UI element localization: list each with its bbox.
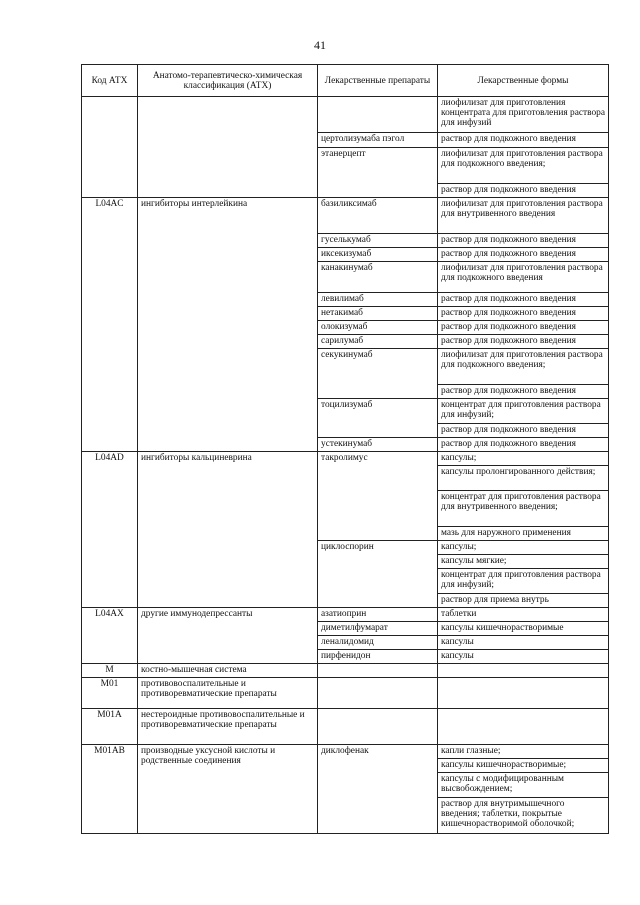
drug-name-cell — [318, 541, 438, 608]
drug-name-cell — [318, 293, 438, 307]
dosage-form-cell-text: капсулы — [441, 637, 474, 647]
table-row — [82, 678, 609, 709]
dosage-form-cell — [438, 527, 609, 541]
drug-name-cell-text: сарилумаб — [321, 336, 364, 346]
dosage-form-cell-text: раствор для подкожного введения — [441, 134, 576, 144]
atc-classification-cell — [138, 664, 318, 678]
atc-classification-cell-text: нестероидные противовоспалительные и противоревматические препараты — [141, 710, 305, 730]
drug-name-cell-text: базиликсимаб — [321, 199, 377, 209]
atc-code-cell — [82, 745, 138, 834]
dosage-form-cell — [438, 307, 609, 321]
table-row — [82, 452, 609, 466]
dosage-form-cell-text: капсулы — [441, 651, 474, 661]
page-number: 41 — [314, 38, 326, 52]
drug-name-cell — [318, 97, 438, 133]
dosage-form-cell-text: концентрат для приготовления раствора для инфузий; — [441, 570, 601, 590]
drug-name-cell-text: левилимаб — [321, 294, 364, 304]
drug-name-cell — [318, 745, 438, 834]
drug-name-cell-text: гуселькумаб — [321, 235, 371, 245]
dosage-form-cell-text: концентрат для приготовления раствора для внутривенного введения; — [441, 492, 601, 512]
dosage-form-cell — [438, 773, 609, 798]
atc-code-cell — [82, 709, 138, 745]
dosage-form-cell-text: капсулы кишечнорастворимые; — [441, 760, 567, 770]
drug-name-cell-text: этанерцепт — [321, 149, 366, 159]
dosage-form-cell — [438, 622, 609, 636]
dosage-form-cell — [438, 491, 609, 527]
dosage-form-cell — [438, 248, 609, 262]
atc-code-cell-text: L04AD — [95, 453, 124, 463]
atc-classification-cell — [138, 678, 318, 709]
drug-name-cell — [318, 608, 438, 622]
drug-name-cell — [318, 678, 438, 709]
dosage-form-cell — [438, 97, 609, 133]
drug-name-cell-text: леналидомид — [321, 637, 374, 647]
atc-code-cell-text: M — [105, 665, 114, 675]
drug-name-cell — [318, 148, 438, 198]
drug-name-cell-text: нетакимаб — [321, 308, 363, 318]
drug-name-cell-text: диметилфумарат — [321, 623, 388, 633]
drug-name-cell — [318, 262, 438, 293]
dosage-form-cell-text: концентрат для приготовления раствора для инфузий; — [441, 400, 601, 420]
dosage-form-cell-text: раствор для подкожного введения — [441, 425, 576, 435]
atc-classification-cell-text: другие иммунодепрессанты — [141, 609, 253, 619]
drug-name-cell — [318, 234, 438, 248]
dosage-form-cell — [438, 198, 609, 234]
dosage-form-cell — [438, 466, 609, 491]
table-header-row — [82, 65, 609, 97]
dosage-form-cell — [438, 399, 609, 424]
header-atc-classification: Анатомо-терапевтическо-химическая классификация (АТХ) — [138, 65, 318, 97]
dosage-form-cell — [438, 636, 609, 650]
atc-code-cell-text: M01AB — [94, 746, 125, 756]
atc-code-cell — [82, 198, 138, 452]
dosage-form-cell — [438, 650, 609, 664]
atc-classification-cell-text: костно-мышечная система — [141, 665, 247, 675]
atc-classification-cell — [138, 198, 318, 452]
table-body — [82, 97, 609, 834]
dosage-form-cell — [438, 759, 609, 773]
table-row — [82, 709, 609, 745]
dosage-form-cell — [438, 321, 609, 335]
atc-classification-cell — [138, 452, 318, 608]
atc-classification-cell — [138, 709, 318, 745]
drug-name-cell-text: иксекизумаб — [321, 249, 372, 259]
drug-name-cell-text: азатиоприн — [321, 609, 367, 619]
atc-classification-cell-text: ингибиторы интерлейкина — [141, 199, 248, 209]
drug-name-cell-text: пирфенидон — [321, 651, 371, 661]
atc-code-cell — [82, 664, 138, 678]
dosage-form-cell — [438, 184, 609, 198]
dosage-form-cell-text: лиофилизат для приготовления раствора для подкожного введения; — [441, 350, 603, 370]
dosage-form-cell — [438, 569, 609, 594]
table-row — [82, 745, 609, 759]
drug-name-cell — [318, 349, 438, 399]
drug-name-cell — [318, 636, 438, 650]
drug-name-cell — [318, 622, 438, 636]
dosage-form-cell-text: лиофилизат для приготовления раствора для подкожного введения — [441, 263, 603, 283]
dosage-form-cell-text: лиофилизат для приготовления концентрата для приготовления раствора для инфузий — [441, 98, 606, 128]
dosage-form-cell-text: раствор для приема внутрь — [441, 595, 549, 605]
drug-name-cell — [318, 650, 438, 664]
dosage-form-cell — [438, 452, 609, 466]
drug-name-cell — [318, 133, 438, 148]
dosage-form-cell — [438, 594, 609, 608]
dosage-form-cell — [438, 385, 609, 399]
atc-code-cell-text: M01 — [100, 679, 119, 689]
atc-classification-cell — [138, 608, 318, 664]
dosage-form-cell — [438, 438, 609, 452]
dosage-form-cell-text: раствор для подкожного введения — [441, 386, 576, 396]
dosage-form-cell-text: капсулы кишечнорастворимые — [441, 623, 564, 633]
dosage-form-cell-text: раствор для внутримышечного введения; таблетки, покрытые кишечнорастворимой оболочкой; — [441, 799, 575, 829]
dosage-form-cell — [438, 234, 609, 248]
dosage-form-cell-text: раствор для подкожного введения — [441, 185, 576, 195]
drug-name-cell-text: цертолизумаба пэгол — [321, 134, 405, 144]
dosage-form-cell — [438, 541, 609, 555]
dosage-form-cell — [438, 148, 609, 184]
atc-classification-cell-text: противовоспалительные и противоревматические препараты — [141, 679, 277, 699]
drug-name-cell — [318, 438, 438, 452]
drug-name-cell — [318, 307, 438, 321]
table-row — [82, 97, 609, 133]
dosage-form-cell — [438, 133, 609, 148]
dosage-form-cell-text: раствор для подкожного введения — [441, 249, 576, 259]
atc-code-cell-text: L04AX — [95, 609, 124, 619]
dosage-form-cell-text: лиофилизат для приготовления раствора для внутривенного введения — [441, 199, 603, 219]
dosage-form-cell — [438, 349, 609, 385]
dosage-form-cell — [438, 335, 609, 349]
dosage-form-cell-text: раствор для подкожного введения — [441, 294, 576, 304]
drug-name-cell-text: такролимус — [321, 453, 368, 463]
dosage-form-cell — [438, 262, 609, 293]
dosage-form-cell — [438, 608, 609, 622]
atc-code-cell-text: M01A — [97, 710, 122, 720]
dosage-form-cell — [438, 745, 609, 759]
dosage-form-cell — [438, 664, 609, 678]
drug-name-cell — [318, 248, 438, 262]
dosage-form-cell-text: раствор для подкожного введения — [441, 439, 576, 449]
dosage-form-cell-text: мазь для наружного применения — [441, 528, 571, 538]
dosage-form-cell-text: капсулы; — [441, 542, 477, 552]
drug-name-cell — [318, 198, 438, 234]
table-row — [82, 198, 609, 234]
drug-name-cell-text: олокизумаб — [321, 322, 368, 332]
table-row — [82, 608, 609, 622]
dosage-form-cell — [438, 798, 609, 834]
atc-code-cell-text: L04AC — [95, 199, 124, 209]
drug-name-cell — [318, 321, 438, 335]
drug-name-cell — [318, 664, 438, 678]
atc-classification-cell-text: производные уксусной кислоты и родственные соединения — [141, 746, 276, 766]
dosage-form-cell-text: капсулы мягкие; — [441, 556, 507, 566]
drug-name-cell — [318, 452, 438, 541]
atc-code-cell — [82, 97, 138, 198]
dosage-form-cell-text: капли глазные; — [441, 746, 501, 756]
dosage-form-cell — [438, 555, 609, 569]
dosage-form-cell-text: раствор для подкожного введения — [441, 308, 576, 318]
drug-name-cell-text: циклоспорин — [321, 542, 374, 552]
atc-table — [81, 64, 609, 834]
dosage-form-cell-text: раствор для подкожного введения — [441, 322, 576, 332]
dosage-form-cell-text: капсулы; — [441, 453, 477, 463]
drug-name-cell-text: канакинумаб — [321, 263, 373, 273]
dosage-form-cell-text: раствор для подкожного введения — [441, 235, 576, 245]
drug-name-cell-text: устекинумаб — [321, 439, 373, 449]
dosage-form-cell-text: раствор для подкожного введения — [441, 336, 576, 346]
dosage-form-cell-text: капсулы с модифицированным высвобождением; — [441, 774, 564, 794]
header-drugs: Лекарственные препараты — [318, 65, 438, 97]
atc-code-cell — [82, 452, 138, 608]
table-row — [82, 664, 609, 678]
dosage-form-cell — [438, 709, 609, 745]
drug-name-cell-text: диклофенак — [321, 746, 369, 756]
drug-name-cell — [318, 709, 438, 745]
atc-classification-cell-text: ингибиторы кальциневрина — [141, 453, 252, 463]
drug-name-cell-text: секукинумаб — [321, 350, 373, 360]
drug-name-cell — [318, 399, 438, 438]
dosage-form-cell-text: лиофилизат для приготовления раствора для подкожного введения; — [441, 149, 603, 169]
atc-classification-cell — [138, 97, 318, 198]
dosage-form-cell — [438, 678, 609, 709]
dosage-form-cell — [438, 293, 609, 307]
atc-classification-cell — [138, 745, 318, 834]
drug-name-cell — [318, 335, 438, 349]
atc-table-container — [81, 64, 608, 834]
header-atc-code: Код АТХ — [82, 65, 138, 97]
dosage-form-cell-text: капсулы пролонгированного действия; — [441, 467, 596, 477]
atc-code-cell — [82, 608, 138, 664]
drug-name-cell-text: тоцилизумаб — [321, 400, 373, 410]
header-dosage-forms: Лекарственные формы — [438, 65, 609, 97]
dosage-form-cell — [438, 424, 609, 438]
dosage-form-cell-text: таблетки — [441, 609, 477, 619]
atc-code-cell — [82, 678, 138, 709]
